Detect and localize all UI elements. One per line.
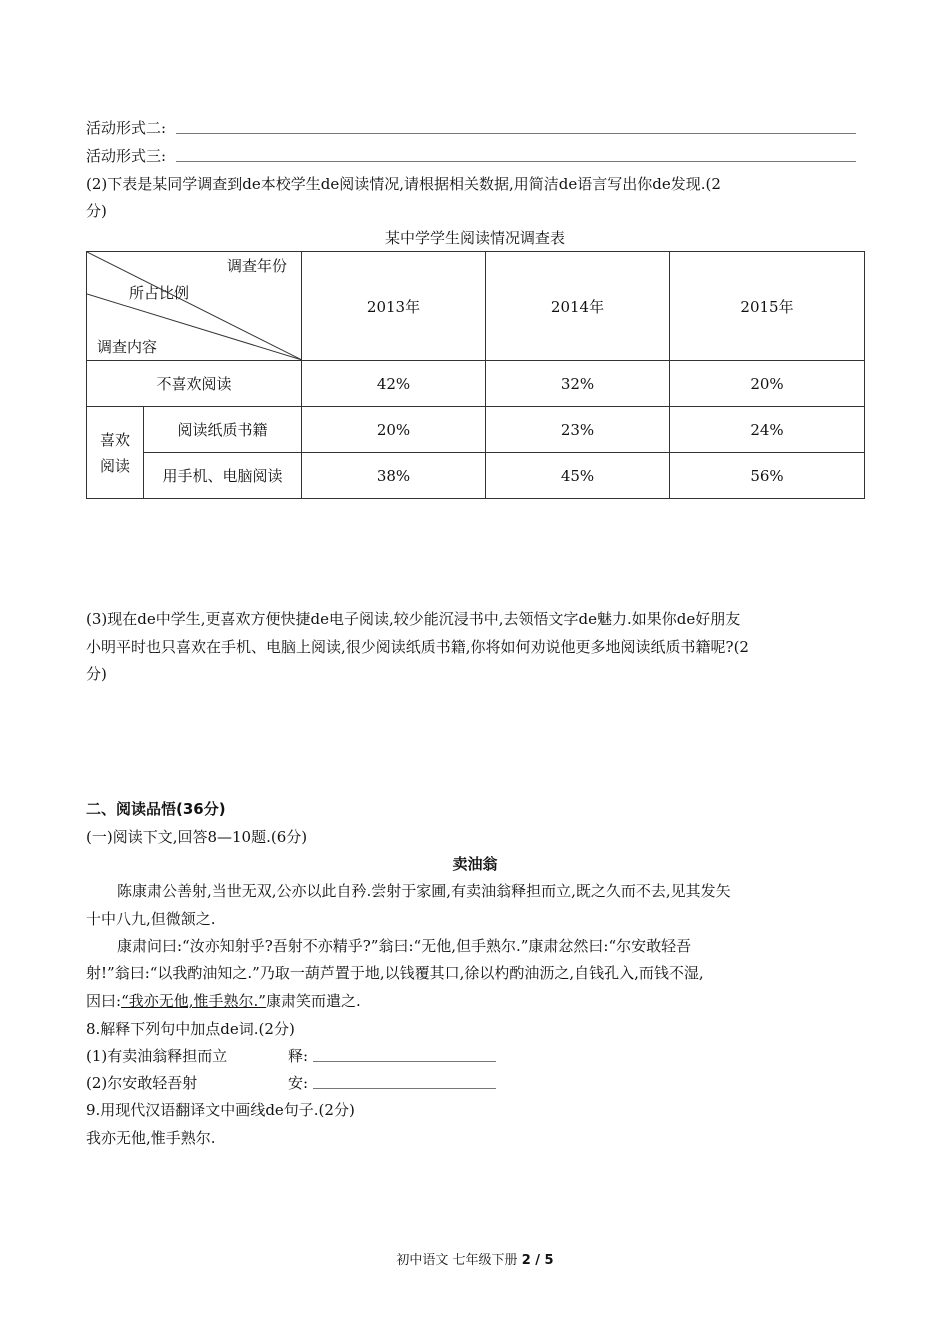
row-label-digital: 用手机、电脑阅读: [144, 453, 302, 499]
row-group-like: 喜欢阅读: [87, 407, 144, 499]
reading-survey-table: [86, 251, 865, 499]
question-8: 8.解释下列句中加点de词.(2分): [86, 1020, 295, 1038]
underlined-sentence: “我亦无他,惟手熟尔.”: [121, 992, 266, 1010]
activity-form-3-label: 活动形式三:: [86, 147, 167, 165]
question-9-sentence: 我亦无他,惟手熟尔.: [86, 1129, 216, 1147]
activity-form-3-blank[interactable]: [176, 161, 856, 162]
story-p1-line2: 十中八九,但微颔之.: [86, 910, 216, 928]
story-p2-line3: [86, 990, 361, 1011]
question-8-item2-sentence: (2)尔安敢轻吾射: [86, 1074, 198, 1092]
year-header-2015: 2015年: [670, 252, 865, 361]
question-8-item1-word: 释:: [288, 1047, 309, 1065]
cell-paper-2013: 20%: [302, 407, 486, 453]
page-number: 2 / 5: [521, 1253, 554, 1268]
corner-label-ratio: 所占比例: [129, 284, 190, 302]
table-header-row: [87, 252, 865, 361]
question-8-item2-blank[interactable]: [313, 1088, 496, 1089]
corner-label-content: 调查内容: [97, 338, 158, 356]
cell-paper-2015: 24%: [670, 407, 865, 453]
cell-paper-2014: 23%: [486, 407, 670, 453]
section-2-intro: (一)阅读下文,回答8—10题.(6分): [86, 828, 308, 846]
table-row-paper: [87, 407, 865, 453]
page-footer: [0, 1249, 950, 1268]
footer-text: 初中语文 七年级下册: [396, 1253, 522, 1268]
question-3-line1: (3)现在de中学生,更喜欢方便快捷de电子阅读,较少能沉浸书中,去领悟文字de魅力.如果你de好朋友: [86, 610, 741, 628]
story-title: 卖油翁: [452, 855, 498, 873]
story-p1-line1: 陈康肃公善射,当世无双,公亦以此自矜.尝射于家圃,有卖油翁释担而立,既之久而不去,见其发矢: [117, 882, 731, 900]
activity-form-2-label: 活动形式二:: [86, 119, 167, 137]
question-8-item1-sentence: (1)有卖油翁释担而立: [86, 1047, 228, 1065]
question-2-line1: (2)下表是某同学调查到de本校学生de阅读情况,请根据相关数据,用简洁de语言写出你de发现.(2: [86, 175, 721, 193]
question-8-item1-blank[interactable]: [313, 1061, 496, 1062]
section-2-heading: 二、阅读品悟(36分): [86, 800, 226, 818]
cell-dislike-2013: 42%: [302, 361, 486, 407]
activity-form-2-blank[interactable]: [176, 133, 856, 134]
question-2-line2: 分): [86, 202, 107, 220]
cell-dislike-2015: 20%: [670, 361, 865, 407]
story-p2-line3-suffix: 康肃笑而遣之.: [265, 992, 361, 1010]
table-title: 某中学学生阅读情况调查表: [384, 229, 565, 247]
cell-digital-2014: 45%: [486, 453, 670, 499]
question-9: 9.用现代汉语翻译文中画线de句子.(2分): [86, 1101, 355, 1119]
year-header-2014: 2014年: [486, 252, 670, 361]
question-3-line3: 分): [86, 665, 107, 683]
cell-dislike-2014: 32%: [486, 361, 670, 407]
table-corner-cell: [87, 252, 302, 361]
story-p2-line1: 康肃问曰:“汝亦知射乎?吾射不亦精乎?”翁曰:“无他,但手熟尔.”康肃忿然曰:“尔安敢轻吾: [117, 937, 692, 955]
cell-digital-2013: 38%: [302, 453, 486, 499]
row-label-paper: 阅读纸质书籍: [144, 407, 302, 453]
year-header-2013: 2013年: [302, 252, 486, 361]
story-p2-line3-prefix: 因曰:: [86, 992, 122, 1010]
corner-label-year: 调查年份: [227, 257, 288, 275]
table-row-digital: [87, 453, 865, 499]
cell-digital-2015: 56%: [670, 453, 865, 499]
table-row-dislike: [87, 361, 865, 407]
story-p2-line2: 射!”翁曰:“以我酌油知之.”乃取一葫芦置于地,以钱覆其口,徐以杓酌油沥之,自钱孔入,而钱不湿,: [86, 964, 704, 982]
row-label-dislike: 不喜欢阅读: [87, 361, 302, 407]
question-8-item2-word: 安:: [288, 1074, 309, 1092]
question-3-line2: 小明平时也只喜欢在手机、电脑上阅读,很少阅读纸质书籍,你将如何劝说他更多地阅读纸质书籍呢?(2: [86, 638, 749, 656]
